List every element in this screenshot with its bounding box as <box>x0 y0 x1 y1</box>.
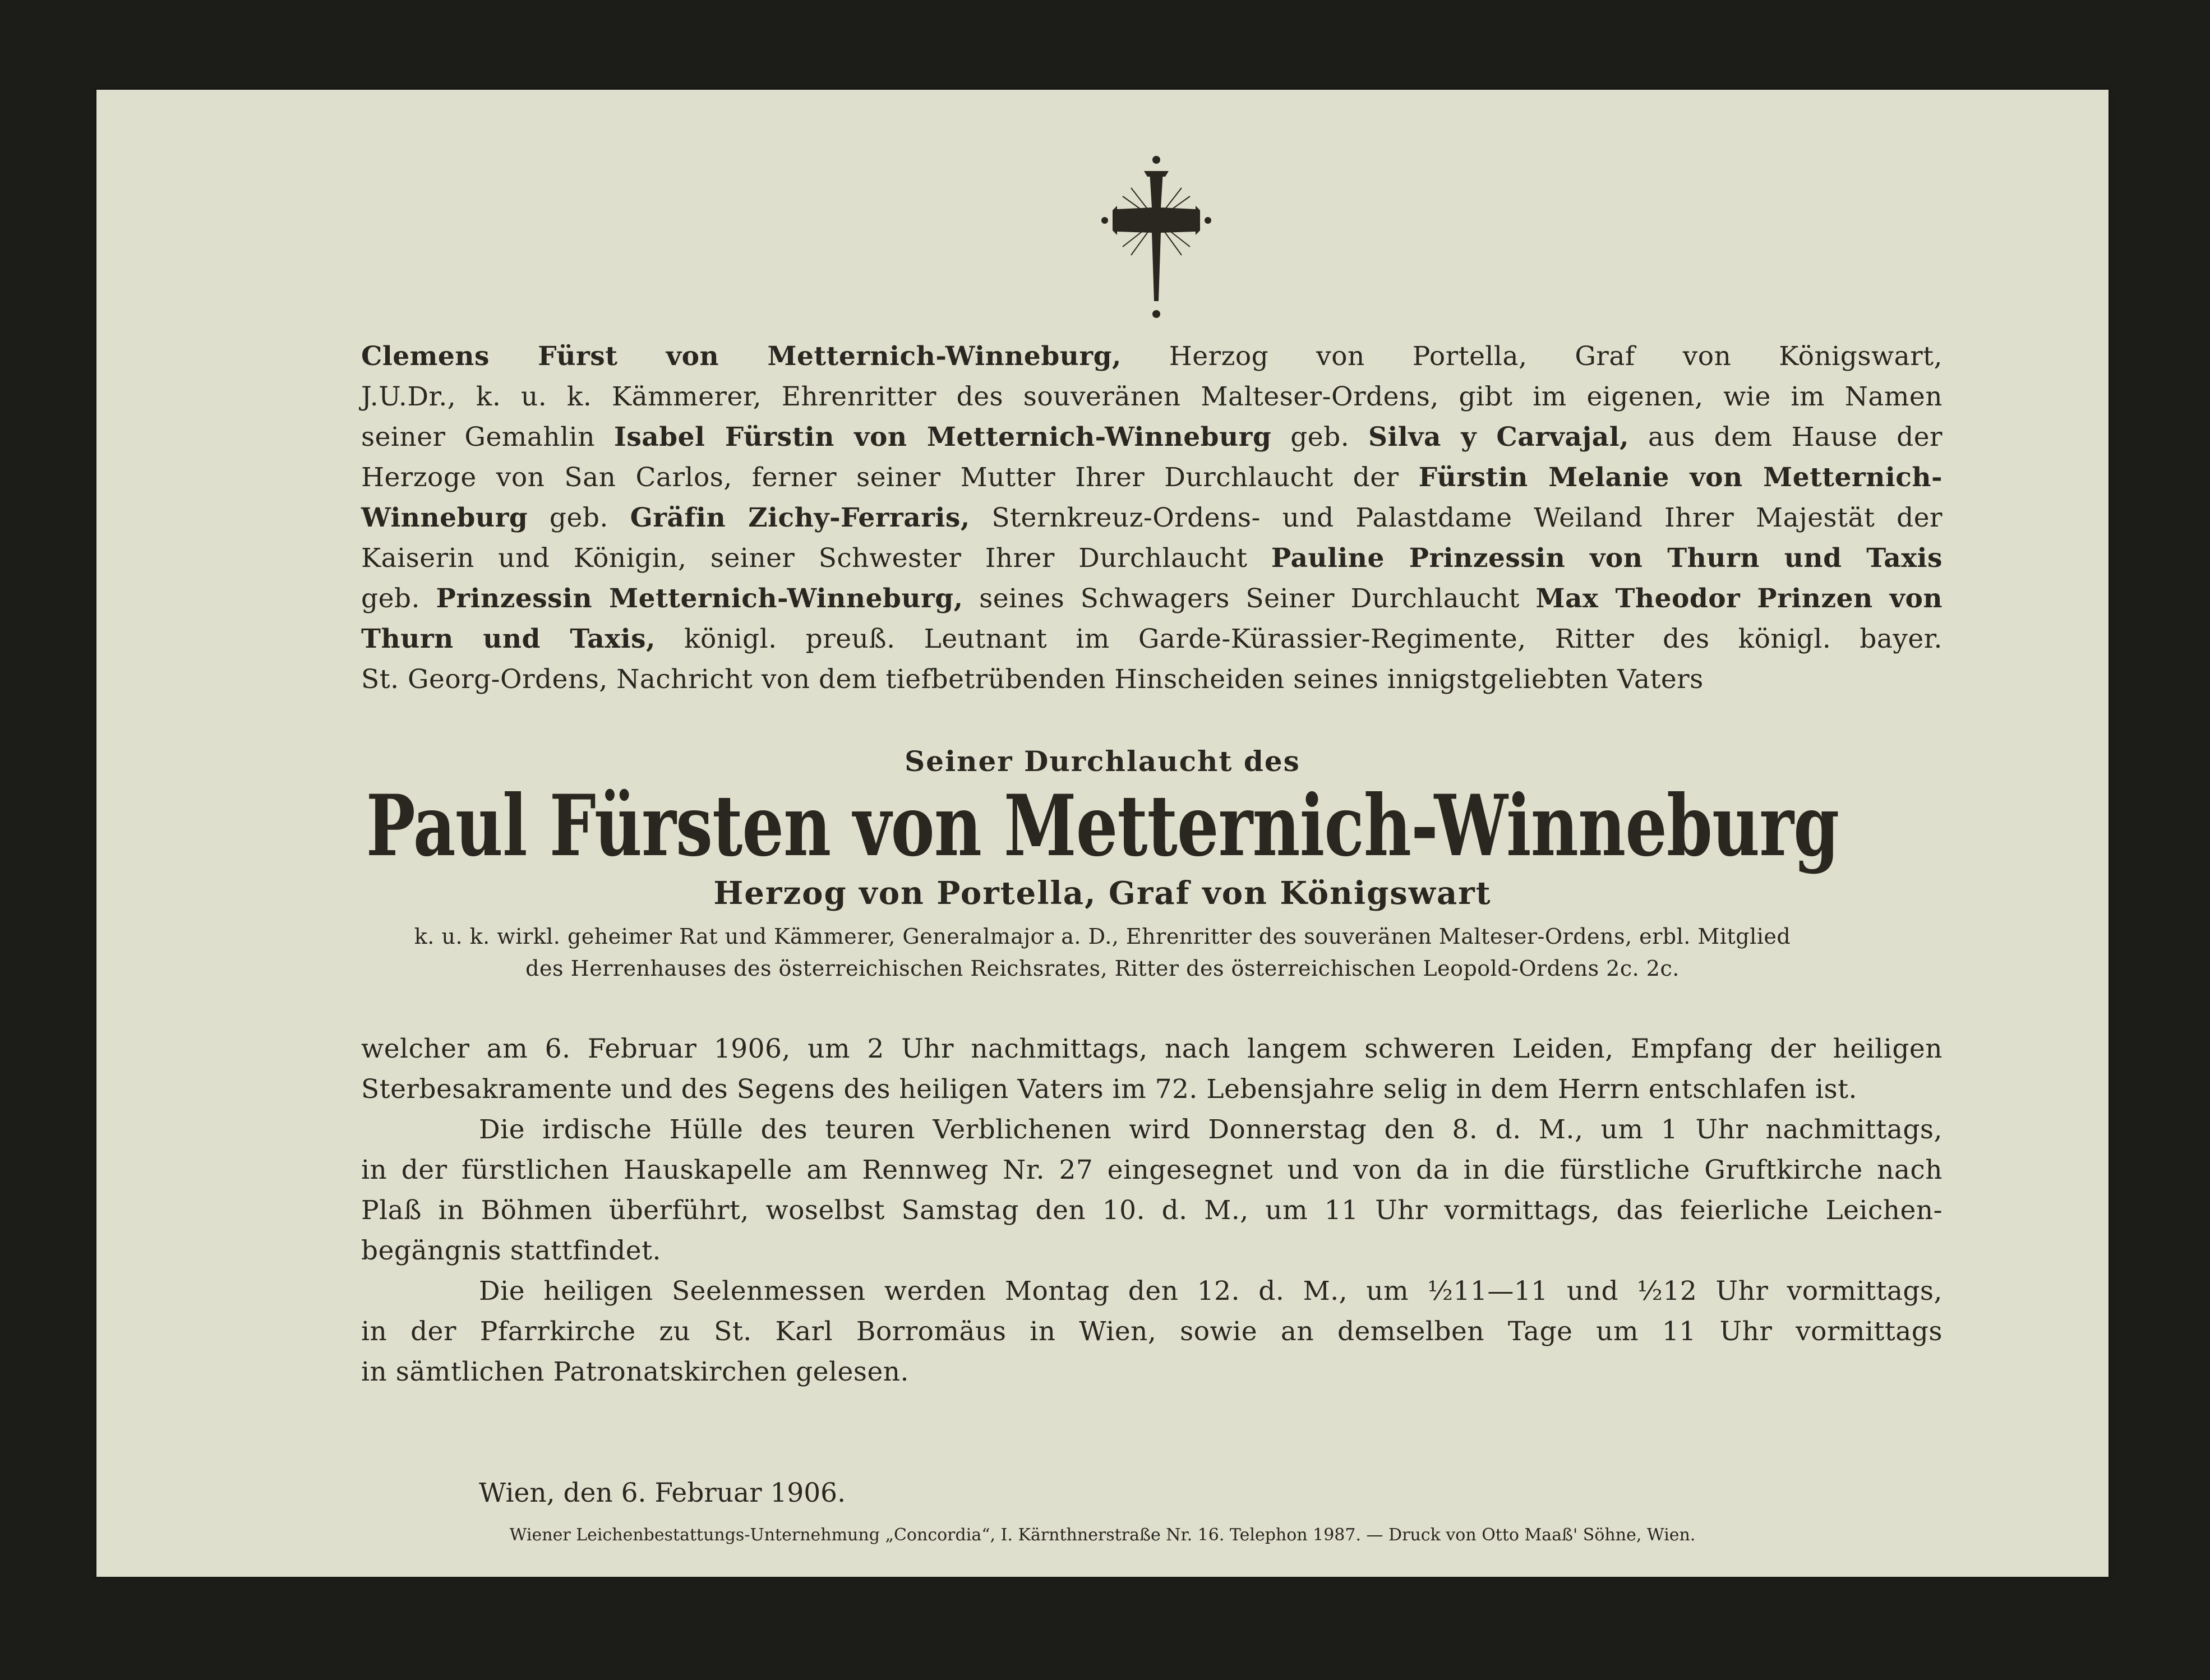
intro-line-8: Thurn und Taxis, königl. preuß. Leutnant im Garde-Kürassier-Regimente, Ritter des königl. bayer. <box>361 624 1943 654</box>
intro-line-3: seiner Gemahlin Isabel Fürstin von Metternich-Winneburg geb. Silva y Carvajal, aus dem Hause der <box>361 422 1943 453</box>
deceased-titles: Herzog von Portella, Graf von Königswart <box>713 875 1492 912</box>
deceased-name: Paul Fürsten von Metternich-Winneburg <box>366 777 1839 875</box>
p1-line-1: welcher am 6. Februar 1906, um 2 Uhr nachmittags, nach langem schweren Leiden, Empfang der heiligen <box>361 1033 1943 1064</box>
p2-line-1: Die irdische Hülle des teuren Verblichenen wird Donnerstag den 8. d. M., um 1 Uhr nachmittags, <box>479 1114 1943 1145</box>
intro-line-2: J.U.Dr., k. u. k. Kämmerer, Ehrenritter des souveränen Malteser-Ordens, gibt im eigenen, wie im Namen <box>361 381 1943 412</box>
p2-line-3: Plaß in Böhmen überführt, woselbst Samstag den 10. d. M., um 11 Uhr vormittags, das feierliche Leichen- <box>361 1195 1943 1226</box>
intro-line-1: Clemens Fürst von Metternich-Winneburg, Herzog von Portella, Graf von Königswart, <box>361 341 1943 372</box>
deceased-detail-line-2: des Herrenhauses des österreichischen Reichsrates, Ritter des österreichischen Leopold-Ordens 2c. 2c. <box>525 956 1680 981</box>
p2-line-2: in der fürstlichen Hauskapelle am Rennweg Nr. 27 eingesegnet und von da in die fürstliche Gruftkirche nach <box>361 1155 1943 1185</box>
cross-icon <box>1100 154 1212 322</box>
intro-paragraph <box>361 336 1943 700</box>
intro-line-5: Winneburg geb. Gräfin Zichy-Ferraris, Sternkreuz-Ordens- und Palastdame Weiland Ihrer Majestät der <box>361 502 1943 533</box>
p3-line-3: in sämtlichen Patronatskirchen gelesen. <box>361 1356 909 1387</box>
deceased-detail-line-1: k. u. k. wirkl. geheimer Rat und Kämmerer, Generalmajor a. D., Ehrenritter des souveränen Malteser-Ordens, erbl. Mitglied <box>414 924 1791 949</box>
paragraph-funeral <box>361 1110 1943 1271</box>
p3-line-2: in der Pfarrkirche zu St. Karl Borromäus in Wien, sowie an demselben Tage um 11 Uhr vormittags <box>361 1316 1943 1347</box>
death-notice-sheet <box>96 90 2109 1577</box>
printer-footer: Wiener Leichenbestattungs-Unternehmung „Concordia“, I. Kärnthnerstraße Nr. 16. Telephon 1987. — Druck von Otto Maaß' Söhne, Wien. <box>509 1525 1696 1545</box>
intro-line-6: Kaiserin und Königin, seiner Schwester Ihrer Durchlaucht Pauline Prinzessin von Thurn und Taxis <box>361 543 1943 574</box>
paragraph-death <box>361 1029 1943 1110</box>
paragraph-masses <box>361 1271 1943 1392</box>
p3-line-1: Die heiligen Seelenmessen werden Montag den 12. d. M., um ½11—11 und ½12 Uhr vormittags, <box>479 1276 1943 1307</box>
p1-line-2: Sterbesakramente und des Segens des heiligen Vaters im 72. Lebensjahre selig in dem Herrn entschlafen ist. <box>361 1074 1857 1105</box>
intro-line-9: St. Georg-Ordens, Nachricht von dem tiefbetrübenden Hinscheiden seines innigstgeliebten Vaters <box>361 664 1704 695</box>
p2-line-4: begängnis stattfindet. <box>361 1235 661 1266</box>
heading-sub: Seiner Durchlaucht des <box>905 745 1300 778</box>
intro-line-7: geb. Prinzessin Metternich-Winneburg, seines Schwagers Seiner Durchlaucht Max Theodor Prinzen von <box>361 583 1943 614</box>
dateline: Wien, den 6. Februar 1906. <box>479 1478 846 1508</box>
intro-line-4: Herzoge von San Carlos, ferner seiner Mutter Ihrer Durchlaucht der Fürstin Melanie von Metternich- <box>361 462 1943 493</box>
